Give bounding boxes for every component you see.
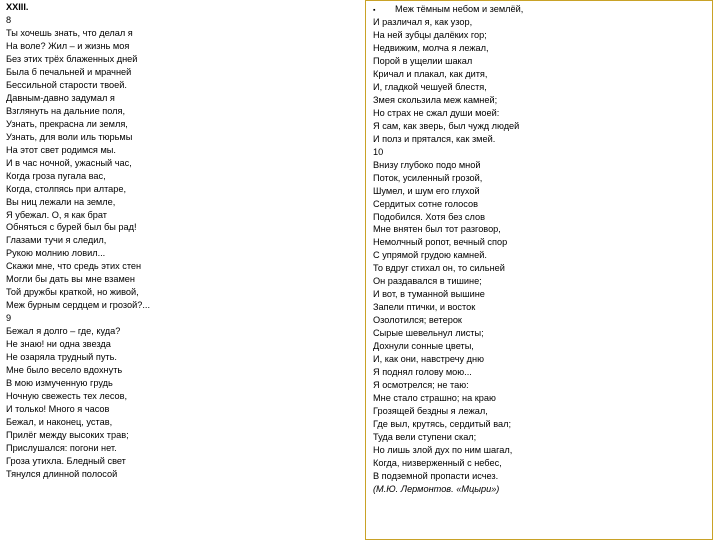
poem-line: Немолчный ропот, вечный спор — [373, 237, 508, 248]
poem-line: Порой в ущелии шакал — [373, 55, 473, 66]
poem-line: И вот, в туманной вышине — [373, 289, 485, 300]
poem-line: То вдруг стихал он, то сильней — [373, 263, 505, 274]
poem-line: Ночную свежесть тех лесов, — [6, 391, 128, 402]
poem-line: Взглянуть на дальние поля, — [6, 105, 126, 116]
poem-line: Ты хочешь знать, что делал я — [6, 27, 133, 38]
poem-line: Была б печальней и мрачней — [6, 66, 132, 77]
section-heading: XXIII. — [6, 2, 29, 12]
poem-line: И, как они, навстречу дню — [373, 354, 484, 365]
poem-line: Без этих трёх блаженных дней — [6, 53, 138, 64]
poem-line: Дохнули сонные цветы, — [373, 341, 474, 352]
poem-line: Прислушался: погони нет. — [6, 442, 117, 453]
poem-line: И только! Много я часов — [6, 404, 110, 415]
poem-line: Вы ниц лежали на земле, — [6, 196, 116, 207]
poem-line: Озолотился; ветерок — [373, 315, 462, 326]
poem-line: Тянулся длинной полосой — [6, 468, 118, 479]
poem-line: Внизу глубоко подо мной — [373, 159, 481, 170]
poem-line: Рукою молнию ловил... — [6, 248, 106, 259]
poem-line: 8 — [6, 14, 12, 25]
poem-line: И в час ночной, ужасный час, — [6, 157, 132, 168]
poem-line: Запели птички, и восток — [373, 302, 476, 313]
poem-line: Бессильной старости твоей. — [6, 79, 127, 90]
poem-line: И, гладкой чешуей блестя, — [373, 81, 487, 92]
poem-line: В мою измученную грудь — [6, 378, 113, 389]
poem-line: Сердитых сотне голосов — [373, 198, 478, 209]
attribution: (М.Ю. Лермонтов. «Мцыри») — [373, 483, 500, 494]
poem-line: Когда, столпясь при алтаре, — [6, 183, 127, 194]
poem-line: Я поднял голову мою... — [373, 367, 472, 378]
poem-line: Мне было весело вдохнуть — [6, 365, 123, 376]
poem-line: Прилёг между высоких трав; — [6, 429, 129, 440]
poem-line: Поток, усиленный грозой, — [373, 172, 483, 183]
right-first-line-text: Меж тёмным небом и землёй, — [395, 4, 524, 14]
poem-line: Обняться с бурей был бы рад! — [6, 222, 137, 233]
poem-line: Туда вели ступени скал; — [373, 431, 477, 442]
poem-line: Не озаряла трудный путь. — [6, 352, 117, 363]
poem-line: Но страх не сжал души моей: — [373, 107, 500, 118]
poem-line: Где выл, крутясь, сердитый вал; — [373, 419, 512, 429]
poem-line: Не знаю! ни одна звезда — [6, 339, 111, 350]
poem-line: Той дружбы краткой, но живой, — [6, 287, 139, 298]
poem-line: Мне стало страшно; на краю — [373, 393, 496, 404]
right-first-line — [373, 3, 712, 16]
poem-line: Давным-давно задумал я — [6, 92, 115, 103]
left-poem-lines — [6, 14, 358, 481]
poem-line: Узнать, прекрасна ли земля, — [6, 118, 128, 129]
poem-line: 9 — [6, 313, 12, 324]
poem-line: Он раздавался в тишине; — [373, 276, 482, 287]
poem-line: В подземной пропасти исчез. — [373, 470, 499, 481]
poem-line: Могли бы дать вы мне взамен — [6, 274, 135, 285]
poem-line: Я сам, как зверь, был чужд людей — [373, 120, 520, 131]
poem-line: Змея скользила меж камней; — [373, 94, 498, 105]
poem-line: 10 — [373, 146, 384, 157]
poem-line: Бежал, и наконец, устав, — [6, 417, 113, 427]
poem-line: И полз и прятался, как змей. — [373, 133, 496, 144]
poem-line: Бежал я долго – где, куда? — [6, 326, 121, 337]
left-poem-column — [6, 0, 358, 481]
poem-line: Кричал и плакал, как дитя, — [373, 68, 488, 79]
poem-line: Когда гроза пугала вас, — [6, 170, 106, 181]
poem-line: На ней зубцы далёких гор; — [373, 29, 487, 40]
poem-line: Гроза утихла. Бледный свет — [6, 455, 126, 466]
poem-line: Узнать, для воли иль тюрьмы — [6, 131, 133, 142]
right-poem-lines — [373, 16, 712, 483]
poem-line: Меж бурным сердцем и грозой?... — [6, 300, 151, 311]
right-poem-frame — [365, 0, 713, 540]
poem-line: С упрямой грудою камней. — [373, 250, 487, 261]
poem-line: И различал я, как узор, — [373, 16, 473, 27]
bullet-icon: ▪ — [373, 7, 376, 14]
poem-line: Шумел, и шум его глухой — [373, 185, 480, 196]
poem-line: Скажи мне, что средь этих стен — [6, 261, 142, 272]
poem-line: Когда, низверженный с небес, — [373, 457, 502, 468]
poem-line: На воле? Жил – и жизнь моя — [6, 40, 130, 51]
poem-line: Глазами тучи я следил, — [6, 235, 107, 246]
poem-line: Недвижим, молча я лежал, — [373, 42, 489, 53]
poem-line: Сырые шевельнул листы; — [373, 328, 484, 339]
poem-line: Но лишь злой дух по ним шагал, — [373, 444, 513, 455]
poem-line: Грозящей бездны я лежал, — [373, 406, 488, 417]
poem-line: Подобился. Хотя без слов — [373, 211, 485, 222]
poem-line: На этот свет родимся мы. — [6, 144, 116, 155]
poem-line: Я осмотрелся; не таю: — [373, 380, 469, 391]
poem-line: Я убежал. О, я как брат — [6, 209, 107, 220]
poem-line: Мне внятен был тот разговор, — [373, 224, 501, 235]
